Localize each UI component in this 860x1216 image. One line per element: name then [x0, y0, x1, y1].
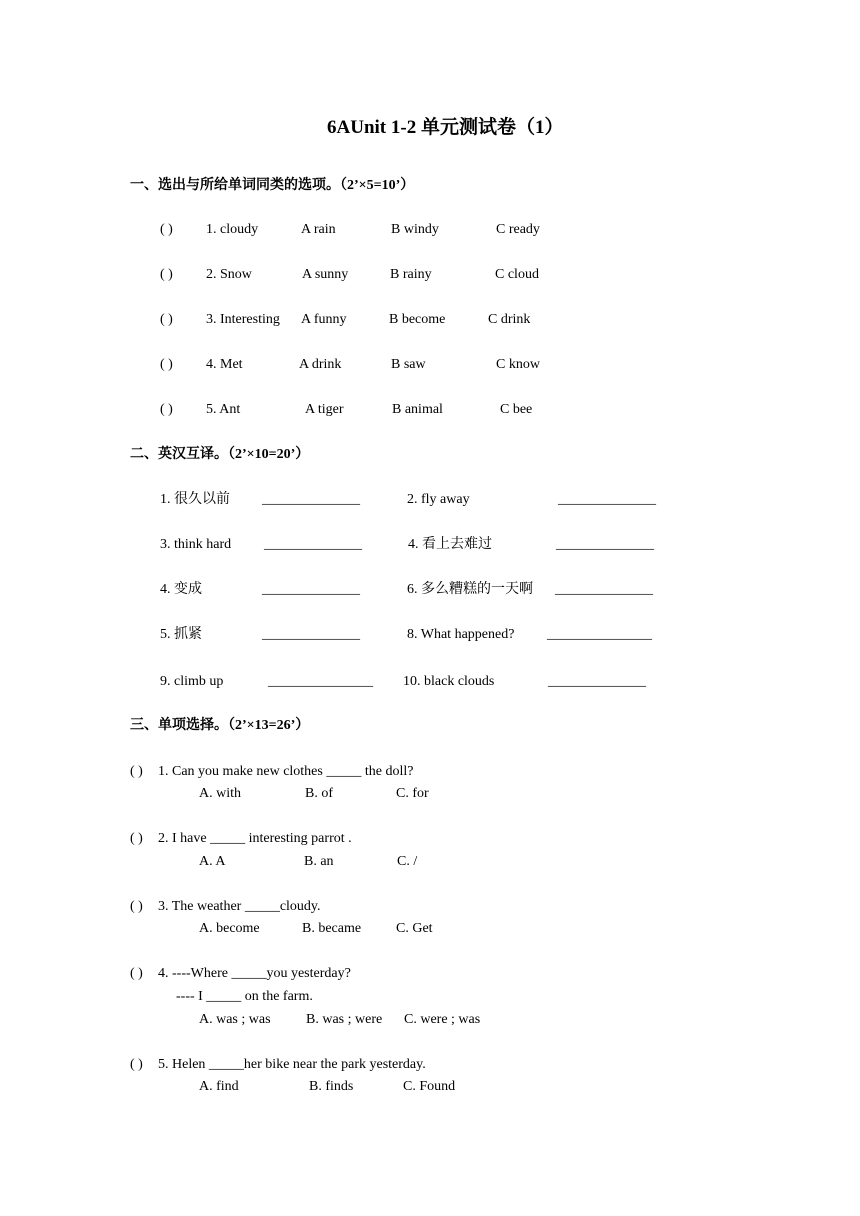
option-c: C cloud	[495, 267, 539, 282]
option-b: B. of	[305, 786, 333, 801]
question-stem: 1. Can you make new clothes _____ the doll?	[158, 764, 414, 779]
answer-paren[interactable]: ( )	[130, 966, 143, 981]
option-a: A tiger	[305, 402, 344, 417]
option-b: B. an	[304, 854, 334, 869]
option-b: B windy	[391, 222, 439, 237]
answer-paren[interactable]: ( )	[160, 312, 173, 327]
translation-prompt: 4. 看上去难过	[408, 537, 492, 552]
section-1-heading: 一、选出与所给单词同类的选项。（2’×5=10’）	[130, 178, 415, 193]
translation-prompt: 1. 很久以前	[160, 492, 230, 507]
translation-prompt: 2. fly away	[407, 492, 470, 507]
page-title: 6AUnit 1-2 单元测试卷（1）	[327, 117, 564, 138]
option-c: C drink	[488, 312, 531, 327]
translation-prompt: 3. think hard	[160, 537, 232, 552]
question-stem: 5. Helen _____her bike near the park yesterday.	[158, 1057, 426, 1072]
option-c: C. /	[397, 854, 418, 869]
question-stem: 5. Ant	[206, 402, 241, 417]
option-a: A. find	[199, 1079, 239, 1094]
question-stem: 2. Snow	[206, 267, 252, 282]
answer-paren[interactable]: ( )	[130, 1057, 143, 1072]
answer-blank[interactable]: _______________	[547, 627, 652, 642]
option-a: A drink	[299, 357, 342, 372]
option-b: B. became	[302, 921, 362, 936]
option-c: C bee	[500, 402, 533, 417]
option-b: B saw	[391, 357, 426, 372]
option-c: C ready	[496, 222, 540, 237]
translation-prompt: 4. 变成	[160, 582, 202, 597]
option-b: B animal	[392, 402, 443, 417]
question-stem: 2. I have _____ interesting parrot .	[158, 831, 352, 846]
option-a: A. become	[199, 921, 260, 936]
question-stem: 1. cloudy	[206, 222, 259, 237]
option-b: B become	[389, 312, 446, 327]
answer-blank[interactable]: ______________	[555, 582, 653, 597]
answer-blank[interactable]: ______________	[556, 537, 654, 552]
answer-blank[interactable]: ______________	[262, 582, 360, 597]
question-stem: 4. ----Where _____you yesterday?	[158, 966, 351, 981]
answer-paren[interactable]: ( )	[130, 899, 143, 914]
answer-blank[interactable]: ______________	[548, 674, 646, 689]
section-2-heading: 二、英汉互译。（2’×10=20’）	[130, 447, 310, 462]
translation-prompt: 10. black clouds	[403, 674, 495, 689]
question-stem: 3. Interesting	[206, 312, 280, 327]
question-stem: 4. Met	[206, 357, 243, 372]
option-a: A funny	[301, 312, 347, 327]
answer-paren[interactable]: ( )	[160, 357, 173, 372]
answer-paren[interactable]: ( )	[160, 267, 173, 282]
option-c: C. Get	[396, 921, 433, 936]
answer-blank[interactable]: ______________	[264, 537, 362, 552]
translation-prompt: 5. 抓紧	[160, 627, 202, 642]
answer-blank[interactable]: ______________	[262, 492, 360, 507]
option-b: B. was ; were	[306, 1012, 383, 1027]
question-stem: 3. The weather _____cloudy.	[158, 899, 321, 914]
option-c: C know	[496, 357, 540, 372]
option-b: B. finds	[309, 1079, 354, 1094]
option-c: C. for	[396, 786, 429, 801]
option-b: B rainy	[390, 267, 432, 282]
answer-blank[interactable]: ______________	[558, 492, 656, 507]
option-a: A. with	[199, 786, 241, 801]
answer-paren[interactable]: ( )	[130, 764, 143, 779]
section-3-heading: 三、单项选择。（2’×13=26’）	[130, 718, 310, 733]
option-a: A. was ; was	[199, 1012, 271, 1027]
option-c: C. were ; was	[404, 1012, 481, 1027]
translation-prompt: 6. 多么糟糕的一天啊	[407, 582, 533, 597]
option-a: A rain	[301, 222, 336, 237]
answer-blank[interactable]: _______________	[268, 674, 373, 689]
answer-blank[interactable]: ______________	[262, 627, 360, 642]
translation-prompt: 8. What happened?	[407, 627, 515, 642]
answer-paren[interactable]: ( )	[160, 222, 173, 237]
option-c: C. Found	[403, 1079, 456, 1094]
option-a: A sunny	[302, 267, 349, 282]
option-a: A. A	[199, 854, 226, 869]
answer-paren[interactable]: ( )	[130, 831, 143, 846]
answer-paren[interactable]: ( )	[160, 402, 173, 417]
question-stem-line-2: ---- I _____ on the farm.	[176, 989, 313, 1004]
translation-prompt: 9. climb up	[160, 674, 224, 689]
